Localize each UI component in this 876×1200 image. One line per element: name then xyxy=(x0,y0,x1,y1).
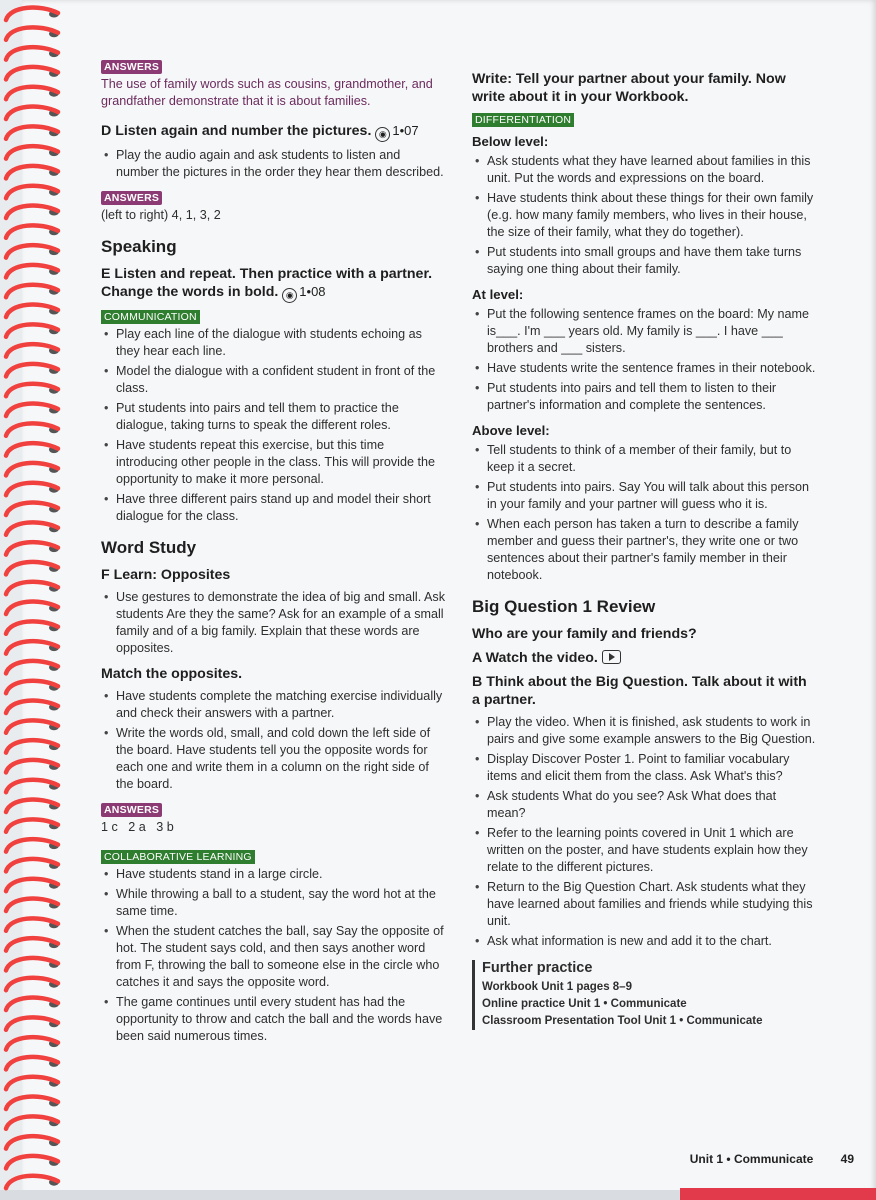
further-practice-line: Workbook Unit 1 pages 8–9 xyxy=(482,981,632,993)
further-practice-line: Classroom Presentation Tool Unit 1 • Communicate xyxy=(482,1015,763,1027)
list-item: • Have students stand in a large circle. xyxy=(116,866,446,883)
audio-track-number: 1•07 xyxy=(392,123,419,138)
list-item: • Play each line of the dialogue with students echoing as they hear each line. xyxy=(116,326,446,360)
list-item: • Have students repeat this exercise, but this time introducing other people in the class. This will provide the opportunity to make it more personal. xyxy=(116,437,446,488)
spiral-binding xyxy=(0,0,70,1200)
audio-cd-icon: ◉ xyxy=(282,288,297,303)
task-e-title xyxy=(101,265,446,303)
section-heading-review: Big Question 1 Review xyxy=(472,597,656,616)
red-page-tab xyxy=(680,1188,876,1200)
write-title: Write: Tell your partner about your family. Now write about it in your Workbook. xyxy=(472,71,786,105)
video-play-icon xyxy=(602,650,621,664)
list-item: • Have students think about these things for their own family (e.g. how many family members, who lives in their house, the size of their family, what they do together). xyxy=(487,190,817,241)
list-item: • Play the video. When it is finished, ask students to work in pairs and give some example answers to the Big Question. xyxy=(487,714,817,748)
task-a-title xyxy=(472,649,817,667)
differentiation-tag: DIFFERENTIATION xyxy=(472,113,574,127)
task-d-label: D Listen again and number the pictures. xyxy=(101,123,372,139)
task-b-title: B Think about the Big Question. Talk about it with a partner. xyxy=(472,674,807,708)
list-item: • Have three different pairs stand up and model their short dialogue for the class. xyxy=(116,491,446,525)
page-number: 49 xyxy=(840,1152,854,1166)
task-d-title xyxy=(101,122,446,142)
list-item: • Put the following sentence frames on the board: My name is___. I'm ___ years old. My family is ___. I have ___ brothers and ___ sisters. xyxy=(487,306,817,357)
list-item: • While throwing a ball to a student, say the word hot at the same time. xyxy=(116,886,446,920)
above-level-label: Above level: xyxy=(472,423,550,438)
review-question: Who are your family and friends? xyxy=(472,626,697,642)
list-item: • Play the audio again and ask students to listen and number the pictures in the order they hear them described. xyxy=(116,147,446,181)
footer-unit-label: Unit 1 • Communicate xyxy=(689,1152,814,1166)
list-item: • Refer to the learning points covered in Unit 1 which are written on the poster, and have students explain how they relate to the different pictures. xyxy=(487,825,817,876)
list-item: • The game continues until every student has had the opportunity to throw and catch the ball and the words have been said numerous times. xyxy=(116,994,446,1045)
list-item: • Return to the Big Question Chart. Ask students what they have learned about families and friends while studying this unit. xyxy=(487,879,817,930)
further-practice-line: Online practice Unit 1 • Communicate xyxy=(482,998,687,1010)
match-title: Match the opposites. xyxy=(101,666,243,682)
list-item: • When each person has taken a turn to describe a family member and guess their partner's, they write one or two sentences about their partner's family member in their notebook. xyxy=(487,516,817,584)
list-item: • When the student catches the ball, say Say the opposite of hot. The student says cold, and then says another word from F, throwing the ball to someone else in the circle who catches it and says the opposite word. xyxy=(116,923,446,991)
list-item: • Have students complete the matching exercise individually and check their answers with a partner. xyxy=(116,688,446,722)
section-heading-speaking: Speaking xyxy=(101,237,177,256)
task-f-bullets xyxy=(101,589,446,657)
task-e-bullets xyxy=(101,326,446,525)
list-item: • Model the dialogue with a confident student in front of the class. xyxy=(116,363,446,397)
task-b-bullets xyxy=(472,714,817,950)
list-item: • Ask students What do you see? Ask What does that mean? xyxy=(487,788,817,822)
task-f-title: F Learn: Opposites xyxy=(101,567,231,583)
page-footer xyxy=(666,1152,854,1166)
audio-cd-icon: ◉ xyxy=(375,127,390,142)
audio-track-number: 1•08 xyxy=(299,284,326,299)
audio-track xyxy=(375,123,418,138)
answers-text: 1 c 2 a 3 b xyxy=(101,820,174,834)
list-item: • Put students into pairs and tell them to practice the dialogue, taking turns to speak the different roles. xyxy=(116,400,446,434)
list-item: • Put students into small groups and have them take turns saying one thing about their family. xyxy=(487,244,817,278)
section-heading-word-study: Word Study xyxy=(101,538,197,557)
task-e-label: E Listen and repeat. Then practice with a partner. Change the words in bold. xyxy=(101,266,433,300)
above-level-bullets xyxy=(472,442,817,584)
list-item: • Write the words old, small, and cold down the left side of the board. Have students tell you the opposite words for each one and write them in a column on the right side of the board. xyxy=(116,725,446,793)
at-level-label: At level: xyxy=(472,287,524,302)
answers-tag: ANSWERS xyxy=(101,803,162,817)
communication-tag: COMMUNICATION xyxy=(101,310,200,324)
answers-text: (left to right) 4, 1, 3, 2 xyxy=(101,208,221,222)
task-a-label: A Watch the video. xyxy=(472,650,598,666)
list-item: • Put students into pairs. Say You will talk about this person in your family and your partner will guess who it is. xyxy=(487,479,817,513)
answers-text: The use of family words such as cousins, grandmother, and grandfather demonstrate that it is about families. xyxy=(101,77,433,108)
below-level-bullets xyxy=(472,153,817,278)
list-item: • Have students write the sentence frames in their notebook. xyxy=(487,360,817,377)
further-practice-title: Further practice xyxy=(482,960,593,976)
answers-tag: ANSWERS xyxy=(101,191,162,205)
list-item: • Use gestures to demonstrate the idea of big and small. Ask students Are they the same? Ask for an example of a small family and of a big family. Explain that these words are opposites. xyxy=(116,589,446,657)
answers-tag: ANSWERS xyxy=(101,60,162,74)
left-column xyxy=(101,58,446,1053)
collaborative-learning-tag: COLLABORATIVE LEARNING xyxy=(101,850,255,864)
audio-track xyxy=(282,284,325,299)
collab-bullets xyxy=(101,866,446,1045)
at-level-bullets xyxy=(472,306,817,414)
right-column xyxy=(472,64,817,1030)
list-item: • Ask students what they have learned about families in this unit. Put the words and expressions on the board. xyxy=(487,153,817,187)
below-level-label: Below level: xyxy=(472,134,549,149)
list-item: • Tell students to think of a member of their family, but to keep it a secret. xyxy=(487,442,817,476)
match-bullets xyxy=(101,688,446,793)
task-d-bullets xyxy=(101,147,446,181)
further-practice-box xyxy=(472,960,817,1030)
list-item: • Ask what information is new and add it to the chart. xyxy=(487,933,817,950)
list-item: • Put students into pairs and tell them to listen to their partner's information and complete the sentences. xyxy=(487,380,817,414)
list-item: • Display Discover Poster 1. Point to familiar vocabulary items and elicit them from the class. Ask What's this? xyxy=(487,751,817,785)
